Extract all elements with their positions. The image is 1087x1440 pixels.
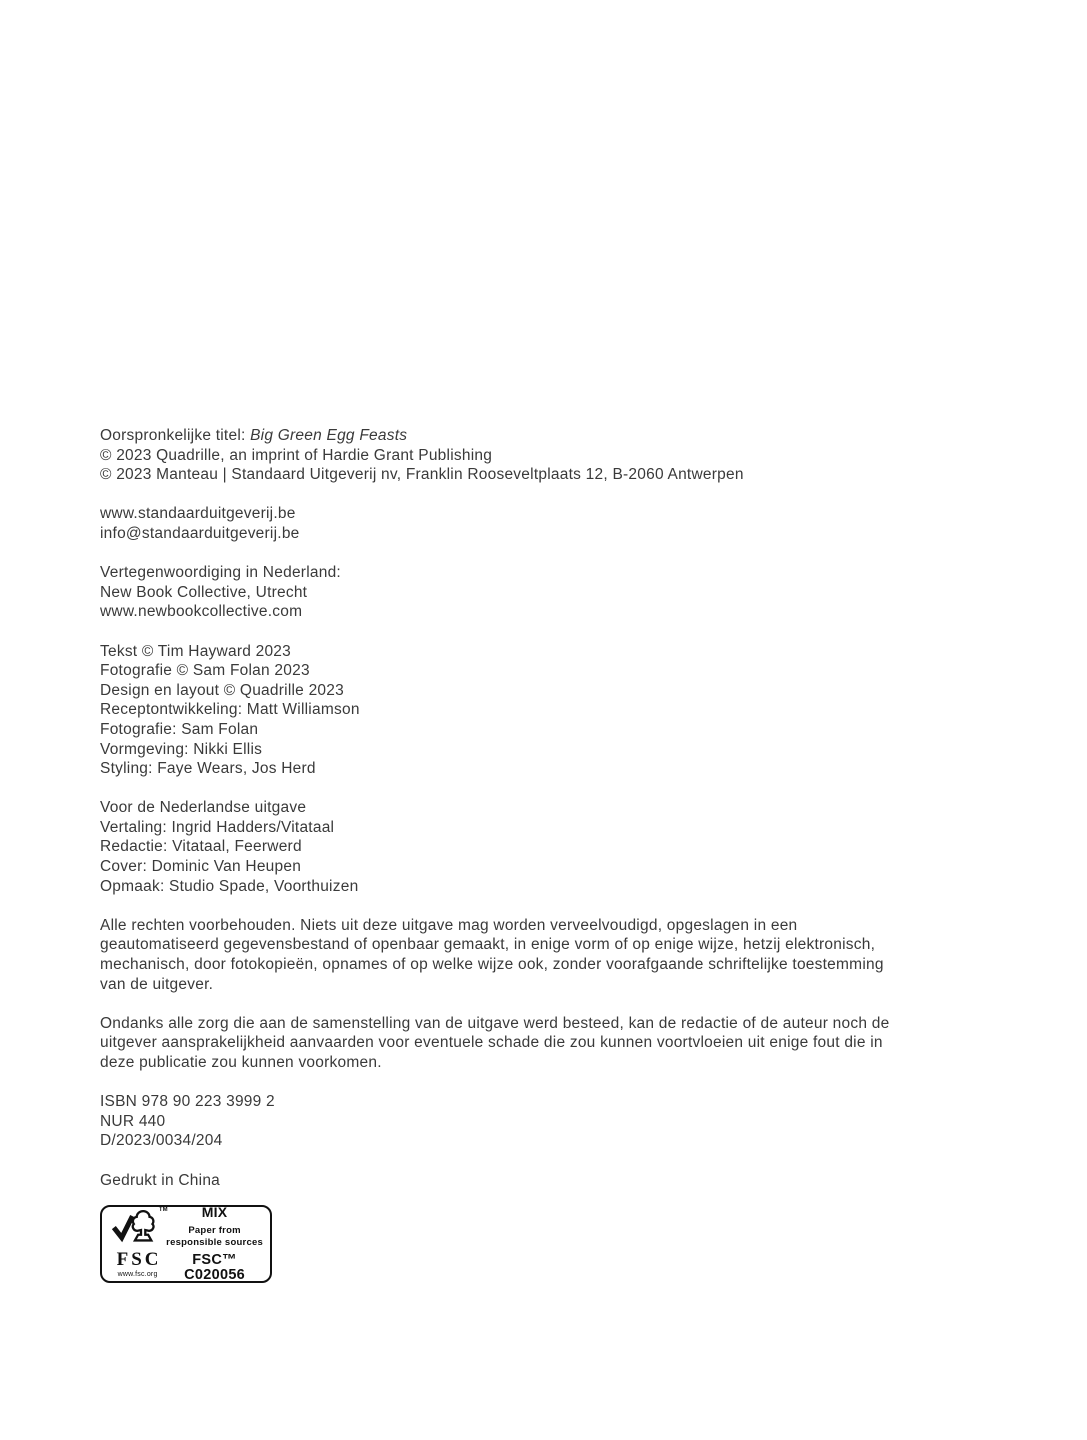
publisher-contact-block [100, 504, 1020, 543]
text-line: Opmaak: Studio Spade, Voorthuizen [100, 877, 359, 895]
fsc-trademark-label: TM [158, 1207, 168, 1214]
disclaimer-paragraph [100, 1014, 1020, 1073]
text-line: Vertaling: Ingrid Hadders/Vitataal [100, 818, 335, 836]
text-line: uitgever aansprakelijkheid aanvaarden voor eventuele schade die zou kunnen voortvloeien uit enige fout die in [100, 1034, 883, 1052]
text-line: mechanisch, door fotokopieën, opnames of op welke wijze ook, zonder voorafgaande schriftelijke toestemming [100, 956, 884, 974]
text-line: D/2023/0034/204 [100, 1132, 223, 1150]
text-line: Paper from [188, 1225, 241, 1237]
dutch-edition-block [100, 798, 1020, 896]
copyright-lines [100, 446, 1020, 485]
credits-block [100, 642, 1020, 779]
text-line: Vormgeving: Nikki Ellis [100, 740, 263, 758]
fsc-logo-column [109, 1209, 166, 1278]
fsc-certification-label [100, 1205, 272, 1283]
original-title-block [100, 426, 1020, 485]
fsc-mix-label: MIX [201, 1204, 228, 1221]
original-title-line [100, 426, 1020, 446]
text-line: Fotografie © Sam Folan 2023 [100, 662, 310, 680]
fsc-logo [110, 1209, 166, 1249]
text-line: Fotografie: Sam Folan [100, 720, 259, 738]
fsc-cert-number: FSC™ C020056 [184, 1252, 246, 1283]
text-line: Cover: Dominic Van Heupen [100, 858, 302, 876]
text-line: van de uitgever. [100, 975, 214, 993]
text-line: Voor de Nederlandse uitgave [100, 799, 307, 817]
text-line: www.standaarduitgeverij.be [100, 505, 296, 523]
text-line: Receptontwikkeling: Matt Williamson [100, 701, 360, 719]
text-line: NUR 440 [100, 1112, 166, 1130]
original-title-label: Oorspronkelijke titel: [100, 427, 251, 444]
text-line: Styling: Faye Wears, Jos Herd [100, 760, 316, 778]
fsc-text-column [166, 1205, 263, 1282]
text-line: www.newbookcollective.com [100, 603, 303, 621]
text-line: responsible sources [166, 1236, 263, 1248]
text-line: © 2023 Manteau | Standaard Uitgeverij nv, Franklin Rooseveltplaats 12, B-2060 Antwerpen [100, 466, 744, 484]
fsc-acronym-label: FSC [116, 1249, 162, 1271]
text-line: New Book Collective, Utrecht [100, 583, 308, 601]
text-line: Redactie: Vitataal, Feerwerd [100, 838, 302, 856]
nl-representation-block [100, 563, 1020, 622]
identifiers-block [100, 1092, 1020, 1151]
fsc-checkmark-tree-icon [110, 1209, 162, 1249]
text-line: © 2023 Quadrille, an imprint of Hardie Grant Publishing [100, 446, 493, 464]
text-line: info@standaarduitgeverij.be [100, 524, 300, 542]
text-line: Alle rechten voorbehouden. Niets uit deze uitgave mag worden verveelvoudigd, opgeslagen in een [100, 916, 798, 934]
text-line: ISBN 978 90 223 3999 2 [100, 1093, 275, 1111]
text-line: deze publicatie zou kunnen voorkomen. [100, 1054, 382, 1071]
text-line: Tekst © Tim Hayward 2023 [100, 642, 292, 660]
text-line: Ondanks alle zorg die aan de samenstelling van de uitgave werd besteed, kan de redactie of de auteur noch de [100, 1014, 890, 1032]
rights-paragraph [100, 916, 1020, 994]
text-line: Gedrukt in China [100, 1171, 221, 1189]
text-line: geautomatiseerd gegevensbestand of openbaar gemaakt, in enige vorm of op enige wijze, hetzij elektronisch, [100, 936, 876, 954]
fsc-tagline [166, 1225, 263, 1248]
text-line: Vertegenwoordiging in Nederland: [100, 564, 341, 582]
original-title-value: Big Green Egg Feasts [250, 427, 408, 444]
printed-in-block [100, 1171, 1020, 1191]
fsc-url-label: www.fsc.org [117, 1271, 158, 1279]
colophon-text [100, 426, 1020, 1283]
text-line: Design en layout © Quadrille 2023 [100, 681, 344, 699]
